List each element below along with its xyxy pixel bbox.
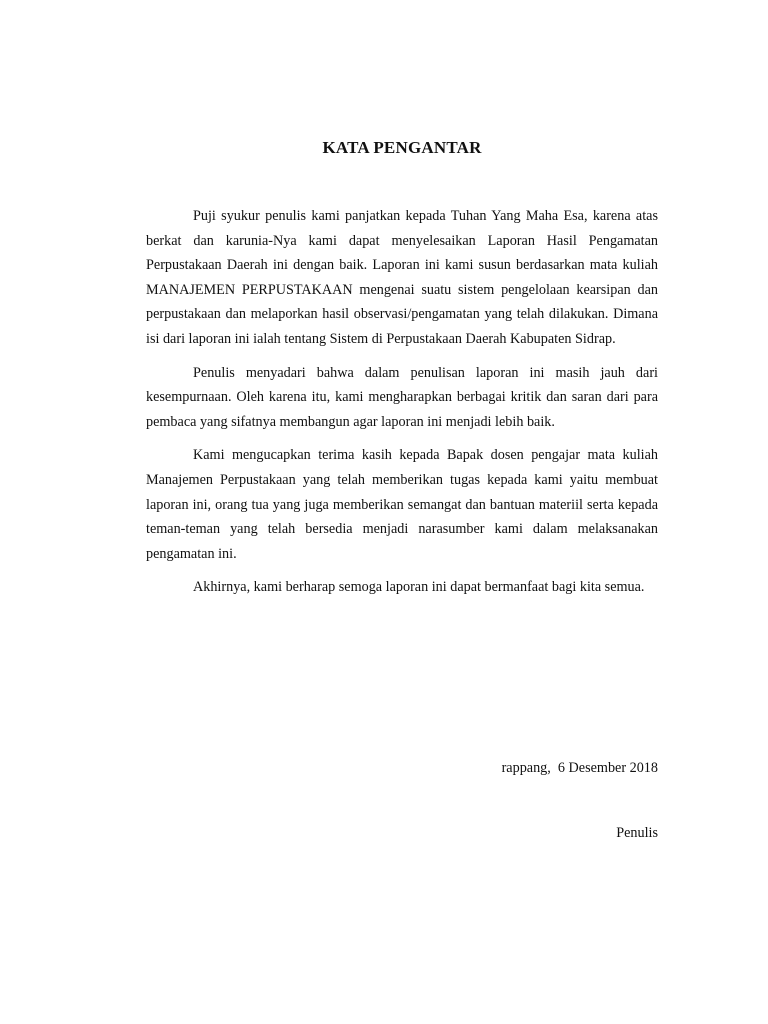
- paragraph-1: Puji syukur penulis kami panjatkan kepada Tuhan Yang Maha Esa, karena atas berkat dan karunia-Nya kami dapat menyelesaikan Laporan Hasil Pengamatan Perpustakaan Daerah ini dengan baik. Laporan ini kami susun berdasarkan mata kuliah MANAJEMEN PERPUSTAKAAN mengenai suatu sistem pengelolaan kearsipan dan perpustakaan dan melaporkan hasil observasi/pengamatan yang telah dilakukan. Dimana isi dari laporan ini ialah tentang Sistem di Perpustakaan Daerah Kabupaten Sidrap.: [146, 208, 658, 347]
- paragraph-2: Penulis menyadari bahwa dalam penulisan laporan ini masih jauh dari kesempurnaan. Oleh karena itu, kami mengharapkan berbagai kritik dan saran dari para pembaca yang sifatnya membangun agar laporan ini menjadi lebih baik.: [146, 364, 658, 430]
- author-signature: Penulis: [616, 825, 658, 841]
- place-date: rappang, 6 Desember 2018: [501, 760, 658, 776]
- page-title: KATA PENGANTAR: [322, 138, 482, 157]
- paragraph-4: Akhirnya, kami berharap semoga laporan ini dapat bermanfaat bagi kita semua.: [193, 579, 645, 596]
- document-body: [146, 204, 658, 609]
- paragraph-3: Kami mengucapkan terima kasih kepada Bapak dosen pengajar mata kuliah Manajemen Perpustakaan yang telah memberikan tugas kepada kami yaitu membuat laporan ini, orang tua yang juga memberikan semangat dan bantuan materiil serta kepada teman-teman yang telah bersedia menjadi narasumber kami dalam melaksanakan pengamatan ini.: [146, 447, 658, 562]
